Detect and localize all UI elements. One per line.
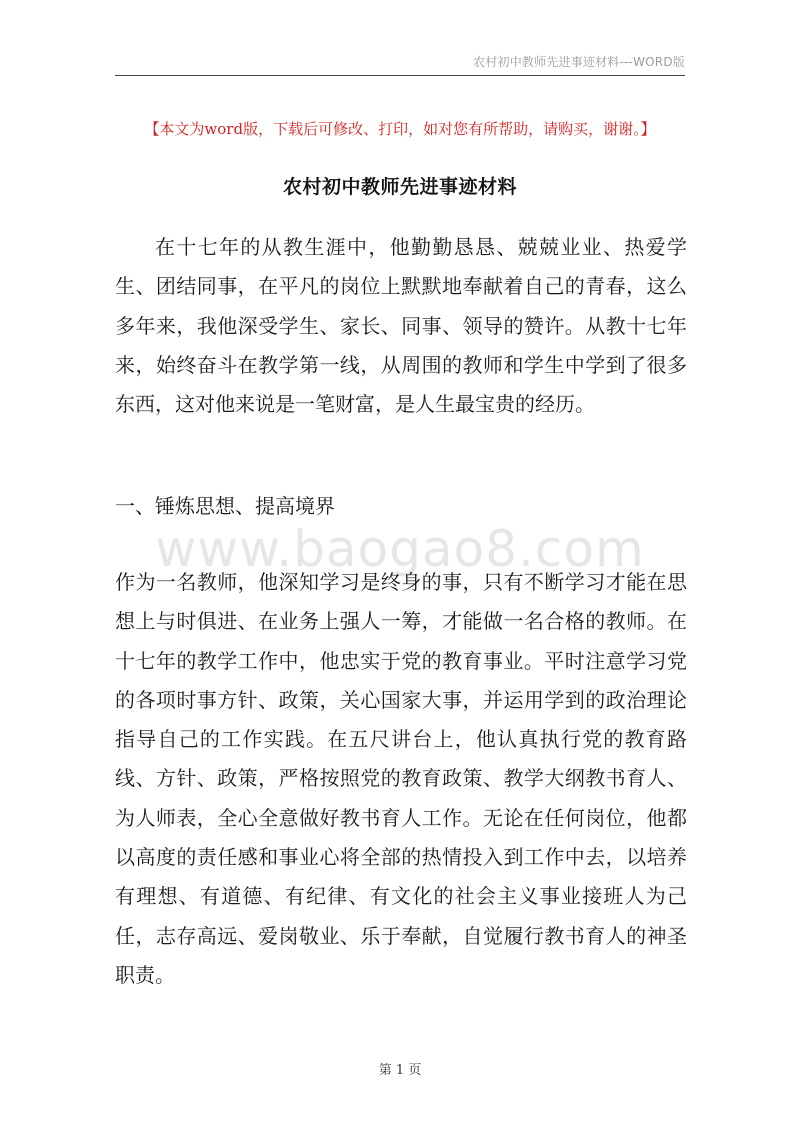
section-1-paragraph: 作为一名教师，他深知学习是终身的事，只有不断学习才能在思想上与时俱进、在业务上强人一筹，才能做一名合格的教师。在十七年的教学工作中，他忠实于党的教育事业。平时注意学习党的各项时事方针、政策，关心国家大事，并运用学到的政治理论指导自己的工作实践。在五尺讲台上，他认真执行党的教育路线、方针、政策，严格按照党的教育政策、教学大纲教书育人、为人师表，全心全意做好教书育人工作。无论在任何岗位，他都以高度的责任感和事业心将全部的热情投入到工作中去，以培养有理想、有道德、有纪律、有文化的社会主义事业接班人为己任，志存高远、爱岗敬业、乐于奉献，自觉履行教书育人的神圣职责。	[115, 570, 687, 987]
header-divider	[115, 75, 685, 76]
page-title: 农村初中教师先进事迹材料	[282, 176, 517, 198]
download-notice: 【本文为word版，下载后可修改、打印，如对您有所帮助，请购买，谢谢。】	[144, 120, 656, 138]
watermark: www.baogao8.com	[155, 520, 645, 578]
intro-paragraph: 在十七年的从教生涯中，他勤勤恳恳、兢兢业业、热爱学生、团结同事，在平凡的岗位上默默地奉献着自己的青春，这么多年来，我他深受学生、家长、同事、领导的赞许。从教十七年来，始终奋斗在教学第一线，从周围的教师和学生中学到了很多东西，这对他来说是一笔财富，是人生最宝贵的经历。	[115, 235, 687, 417]
section-heading-1: 一、锤炼思想、提高境界	[115, 494, 335, 518]
page-number: 第 1 页	[378, 1063, 422, 1078]
running-header-title: 农村初中教师先进事迹材料---WORD版	[473, 55, 685, 69]
